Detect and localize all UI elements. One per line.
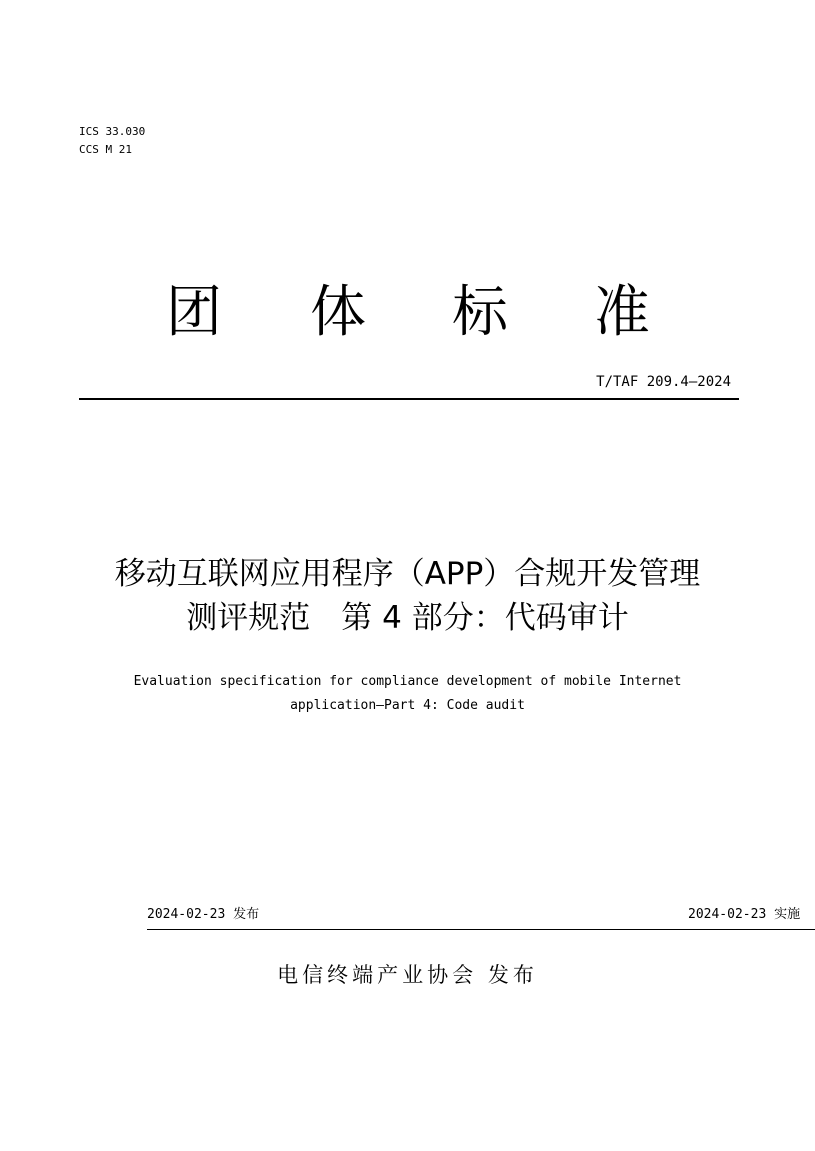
chinese-title (0, 552, 815, 640)
standard-number: T/TAF 209.4—2024 (596, 374, 731, 390)
standard-type-char-4: 准 (594, 280, 650, 345)
ics-code: ICS 33.030 (79, 125, 146, 138)
chinese-title-line-1: 移动互联网应用程序（APP）合规开发管理 (114, 556, 701, 592)
standard-type-char-2: 体 (310, 280, 366, 345)
standard-type-char-1: 团 (166, 280, 222, 345)
ccs-code: CCS M 21 (79, 143, 132, 156)
english-title-line-2: application—Part 4: Code audit (290, 698, 525, 713)
implementation-date: 2024-02-23 实施 (688, 907, 801, 922)
standard-type-heading (0, 278, 815, 348)
header-divider (79, 398, 739, 400)
standard-type-char-3: 标 (452, 280, 508, 345)
publisher: 电信终端产业协会 发布 (277, 963, 538, 987)
publish-date: 2024-02-23 发布 (147, 907, 260, 922)
english-title-line-1: Evaluation specification for compliance development of mobile Internet (133, 674, 682, 689)
english-title (0, 670, 815, 718)
chinese-title-line-2: 测评规范 第 4 部分：代码审计 (186, 600, 629, 636)
footer-divider (147, 929, 815, 930)
classification-codes (79, 123, 145, 159)
